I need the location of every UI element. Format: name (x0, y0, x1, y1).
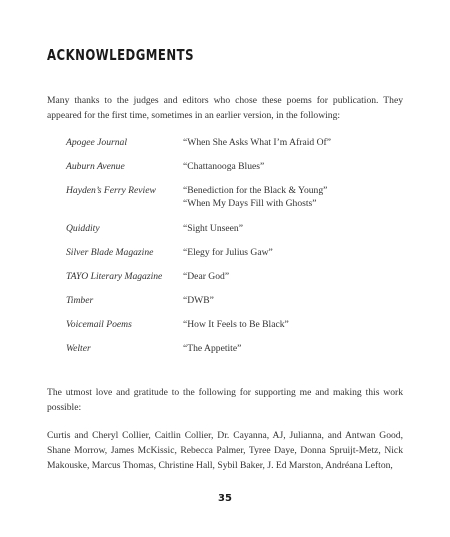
publication-entry (66, 136, 406, 160)
poem-titles (183, 160, 406, 184)
intro-paragraph: Many thanks to the judges and editors who chose these poems for publication. They appeared for the first time, sometimes in an earlier version, in the following: (47, 95, 403, 121)
publication-entry (66, 294, 406, 318)
poem-titles (183, 246, 406, 270)
poem-title: “Sight Unseen” (183, 223, 243, 234)
publication-name: Auburn Avenue (66, 161, 125, 172)
publication-list (66, 136, 406, 366)
publication-name: Silver Blade Magazine (66, 247, 154, 258)
publication-name: Voicemail Poems (66, 319, 132, 330)
poem-title: “Chattanooga Blues” (183, 161, 265, 172)
publication-name: Welter (66, 343, 91, 354)
poem-title: “Benediction for the Black & Young” (183, 185, 328, 196)
poem-titles (183, 294, 406, 318)
poem-title: “When She Asks What I’m Afraid Of” (183, 137, 331, 148)
names-paragraph: Curtis and Cheryl Collier, Caitlin Collier, Dr. Cayanna, AJ, Julianna, and Antwan Good, Shane Morrow, James McKissic, Rebecca Palmer, Tyree Daye, Donna Spruijt-Metz, Nick Makouske, Marcus Thomas, Christine Hall, Sybil Baker, J. Ed Marston, Andréana Lefton, (47, 430, 403, 471)
poem-title: “Dear God” (183, 271, 230, 282)
poem-titles (183, 136, 406, 160)
publication-entry (66, 246, 406, 270)
publication-entry (66, 270, 406, 294)
page-heading: ACKNOWLEDGMENTS (47, 46, 194, 64)
poem-titles (183, 270, 406, 294)
publication-entry (66, 184, 406, 222)
publication-entry (66, 342, 406, 366)
poem-title: “How It Feels to Be Black” (183, 319, 289, 330)
poem-title: “When My Days Fill with Ghosts” (183, 198, 317, 209)
page-number: 35 (218, 493, 232, 504)
publication-name: Apogee Journal (66, 137, 128, 148)
poem-titles (183, 318, 406, 342)
publication-name: Quiddity (66, 223, 100, 234)
poem-title: “DWB” (183, 295, 214, 306)
publication-name: TAYO Literary Magazine (66, 271, 163, 282)
thanks-paragraph: The utmost love and gratitude to the following for supporting me and making this work possible: (47, 387, 403, 413)
publication-name: Hayden’s Ferry Review (66, 185, 156, 196)
poem-title: “The Appetite” (183, 343, 242, 354)
poem-titles (183, 342, 406, 366)
poem-titles (183, 184, 406, 222)
poem-titles (183, 222, 406, 246)
publication-name: Timber (66, 295, 94, 306)
publication-entry (66, 318, 406, 342)
publication-entry (66, 222, 406, 246)
poem-title: “Elegy for Julius Gaw” (183, 247, 273, 258)
publication-entry (66, 160, 406, 184)
